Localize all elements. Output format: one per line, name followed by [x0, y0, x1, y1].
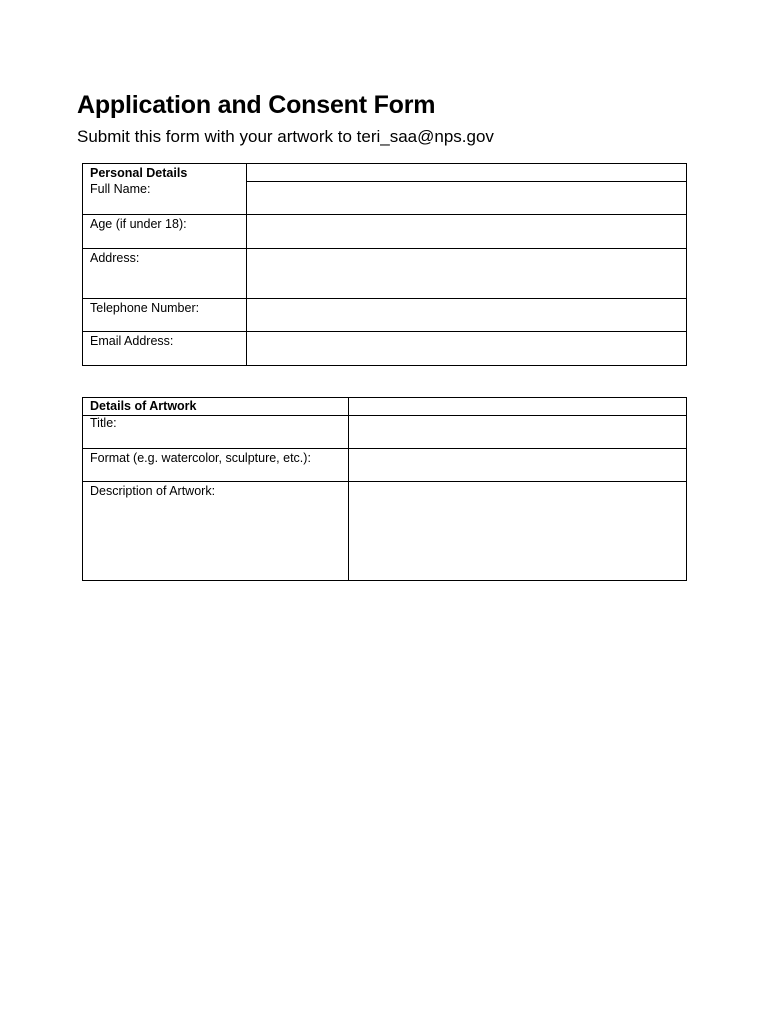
- email-label-cell: [83, 332, 247, 366]
- telephone-input[interactable]: [247, 299, 686, 317]
- telephone-row: [83, 299, 687, 332]
- address-row: [83, 249, 687, 299]
- description-row: [83, 482, 687, 581]
- format-label-cell: [83, 449, 349, 482]
- format-row: [83, 449, 687, 482]
- age-value-cell: [247, 215, 687, 249]
- page-subtitle: Submit this form with your artwork to teri_saa@nps.gov: [77, 127, 494, 146]
- telephone-value-cell: [247, 299, 687, 332]
- title-input[interactable]: [349, 416, 686, 434]
- email-row: [83, 332, 687, 366]
- artwork-details-table: [82, 397, 687, 581]
- title-label-cell: [83, 416, 349, 449]
- telephone-label: Telephone Number:: [90, 301, 200, 315]
- full-name-input[interactable]: [247, 182, 686, 214]
- age-label-cell: [83, 215, 247, 249]
- format-value-cell: [349, 449, 687, 482]
- description-label: Description of Artwork:: [90, 484, 216, 498]
- header-divider: [247, 164, 686, 182]
- age-label: Age (if under 18):: [90, 217, 187, 231]
- description-label-cell: [83, 482, 349, 581]
- email-label: Email Address:: [90, 334, 174, 348]
- artwork-header-blank-cell: [349, 398, 687, 416]
- age-input[interactable]: [247, 215, 686, 233]
- title-value-cell: [349, 416, 687, 449]
- description-value-cell: [349, 482, 687, 581]
- address-label: Address:: [90, 251, 140, 265]
- address-label-cell: [83, 249, 247, 299]
- age-row: [83, 215, 687, 249]
- email-value-cell: [247, 332, 687, 366]
- address-input[interactable]: [247, 249, 686, 281]
- artwork-details-heading: Details of Artwork: [90, 399, 197, 413]
- full-name-label: Full Name:: [90, 182, 151, 196]
- telephone-label-cell: [83, 299, 247, 332]
- email-input[interactable]: [247, 332, 686, 350]
- artwork-heading-cell: [83, 398, 349, 416]
- title-row: [83, 416, 687, 449]
- personal-details-heading: Personal Details: [90, 166, 188, 180]
- description-input[interactable]: [349, 482, 686, 514]
- page-title: Application and Consent Form: [77, 91, 436, 119]
- artwork-header-row: [83, 398, 687, 416]
- full-name-label-cell: [83, 164, 247, 215]
- full-name-row: [83, 164, 687, 215]
- full-name-value-cell: [247, 164, 687, 215]
- format-input[interactable]: [349, 449, 686, 467]
- address-value-cell: [247, 249, 687, 299]
- format-label: Format (e.g. watercolor, sculpture, etc.):: [90, 451, 311, 465]
- personal-details-table: [82, 163, 687, 366]
- title-label: Title:: [90, 416, 117, 430]
